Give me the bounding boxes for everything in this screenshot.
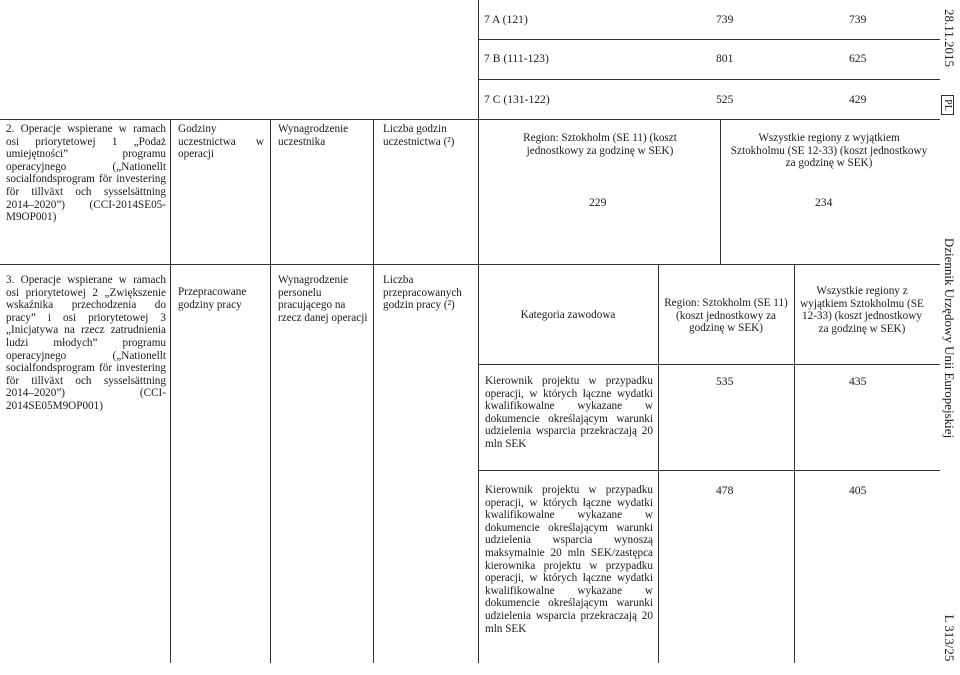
value-stockholm: 739	[716, 13, 734, 26]
header-stockholm: Region: Sztokholm (SE 11) (koszt jednostkowy za godzinę w SEK)	[523, 132, 677, 157]
row-divider	[0, 119, 940, 120]
row-divider	[0, 264, 940, 265]
side-margin	[938, 0, 960, 663]
row-divider	[478, 39, 940, 40]
row-divider	[478, 470, 940, 471]
value-other-regions: 435	[849, 375, 867, 388]
operation-description: 2. Operacje wspierane w ramach osi priorytetowej 1 „Podaż umiejętności” programu operacyjnego („Nationellt socialfondsprogram för investering för tillväxt och sysselsättning 2014–2020”) (CCI-2014SE05-M9OP001)	[6, 123, 166, 224]
page-reference: L 313/25	[942, 614, 957, 662]
region-code: 7 C (131-122)	[484, 93, 550, 106]
region-code: 7 A (121)	[484, 13, 528, 26]
column-divider	[170, 119, 171, 663]
column-divider	[478, 0, 479, 663]
publication-date: 28.11.2015	[942, 8, 957, 68]
column-divider	[658, 264, 659, 663]
column-divider	[794, 264, 795, 663]
cost-basis: Przepracowane godziny pracy	[178, 286, 247, 311]
column-divider	[720, 119, 721, 264]
value-other-regions: 234	[815, 196, 833, 209]
language-code	[941, 92, 957, 118]
value-other-regions: 625	[849, 52, 867, 65]
row-divider	[478, 79, 940, 80]
value-stockholm: 229	[589, 196, 607, 209]
language-label: PL	[941, 95, 954, 115]
cost-category: Wynagrodzenie uczestnika	[278, 123, 349, 148]
value-other-regions: 739	[849, 13, 867, 26]
value-stockholm: 525	[716, 93, 734, 106]
header-other-regions: Wszystkie regiony z wyjątkiem Sztokholmu (SE 12-33) (koszt jednostkowy za godzinę w SEK)	[730, 132, 928, 170]
indicator: Liczba godzin uczestnictwa (²)	[383, 123, 455, 148]
header-occupation: Kategoria zawodowa	[520, 309, 616, 321]
indicator: Liczba przepracowanych godzin pracy (²)	[383, 274, 462, 312]
column-divider	[373, 119, 374, 663]
row-divider	[478, 364, 940, 365]
cost-category: Wynagrodzenie personelu pracującego na rzecz danej operacji	[278, 274, 368, 324]
cost-basis: Godziny uczestnictwa w operacji	[178, 123, 264, 161]
value-other-regions: 429	[849, 93, 867, 106]
occupation-category: Kierownik projektu w przypadku operacji, w których łączne wydatki kwalifikowalne wykazane w dokumencie określającym warunki udzielenia wsparcia wynoszą maksymalnie 20 mln SEK/zastępca kierownika projektu w przypadku operacji, w których łączne wydatki kwalifikowalne wykazane w dokumencie określającym warunki udzielenia wsparcia przekraczają 20 mln SEK	[485, 484, 653, 635]
journal-title: Dziennik Urzędowy Unii Europejskiej	[942, 237, 957, 439]
column-divider	[270, 119, 271, 663]
header-other-regions: Wszystkie regiony z wyjątkiem Sztokholmu (SE 12-33) (koszt jednostkowy za godzinę w SEK)	[800, 285, 924, 335]
region-code: 7 B (111-123)	[484, 52, 549, 65]
occupation-category: Kierownik projektu w przypadku operacji, w których łączne wydatki kwalifikowalne wykazane w dokumencie określającym warunki udzielenia wsparcia przekraczają 20 mln SEK	[485, 375, 653, 450]
value-stockholm: 478	[716, 484, 734, 497]
value-stockholm: 801	[716, 52, 734, 65]
header-stockholm: Region: Sztokholm (SE 11) (koszt jednostkowy za godzinę w SEK)	[664, 297, 788, 335]
value-stockholm: 535	[716, 375, 734, 388]
value-other-regions: 405	[849, 484, 867, 497]
operation-description: 3. Operacje wspierane w ramach osi priorytetowej 2 „Zwiększenie wskaźnika przechodzenia do pracy” i osi priorytetowej 3 „Inicjatywa na rzecz zatrudnienia ludzi młodych” programu operacyjnego („Nationellt socialfondsprogram för investering för tillväxt och sysselsättning 2014–2020”) (CCI-2014SE05M9OP001)	[6, 274, 166, 412]
